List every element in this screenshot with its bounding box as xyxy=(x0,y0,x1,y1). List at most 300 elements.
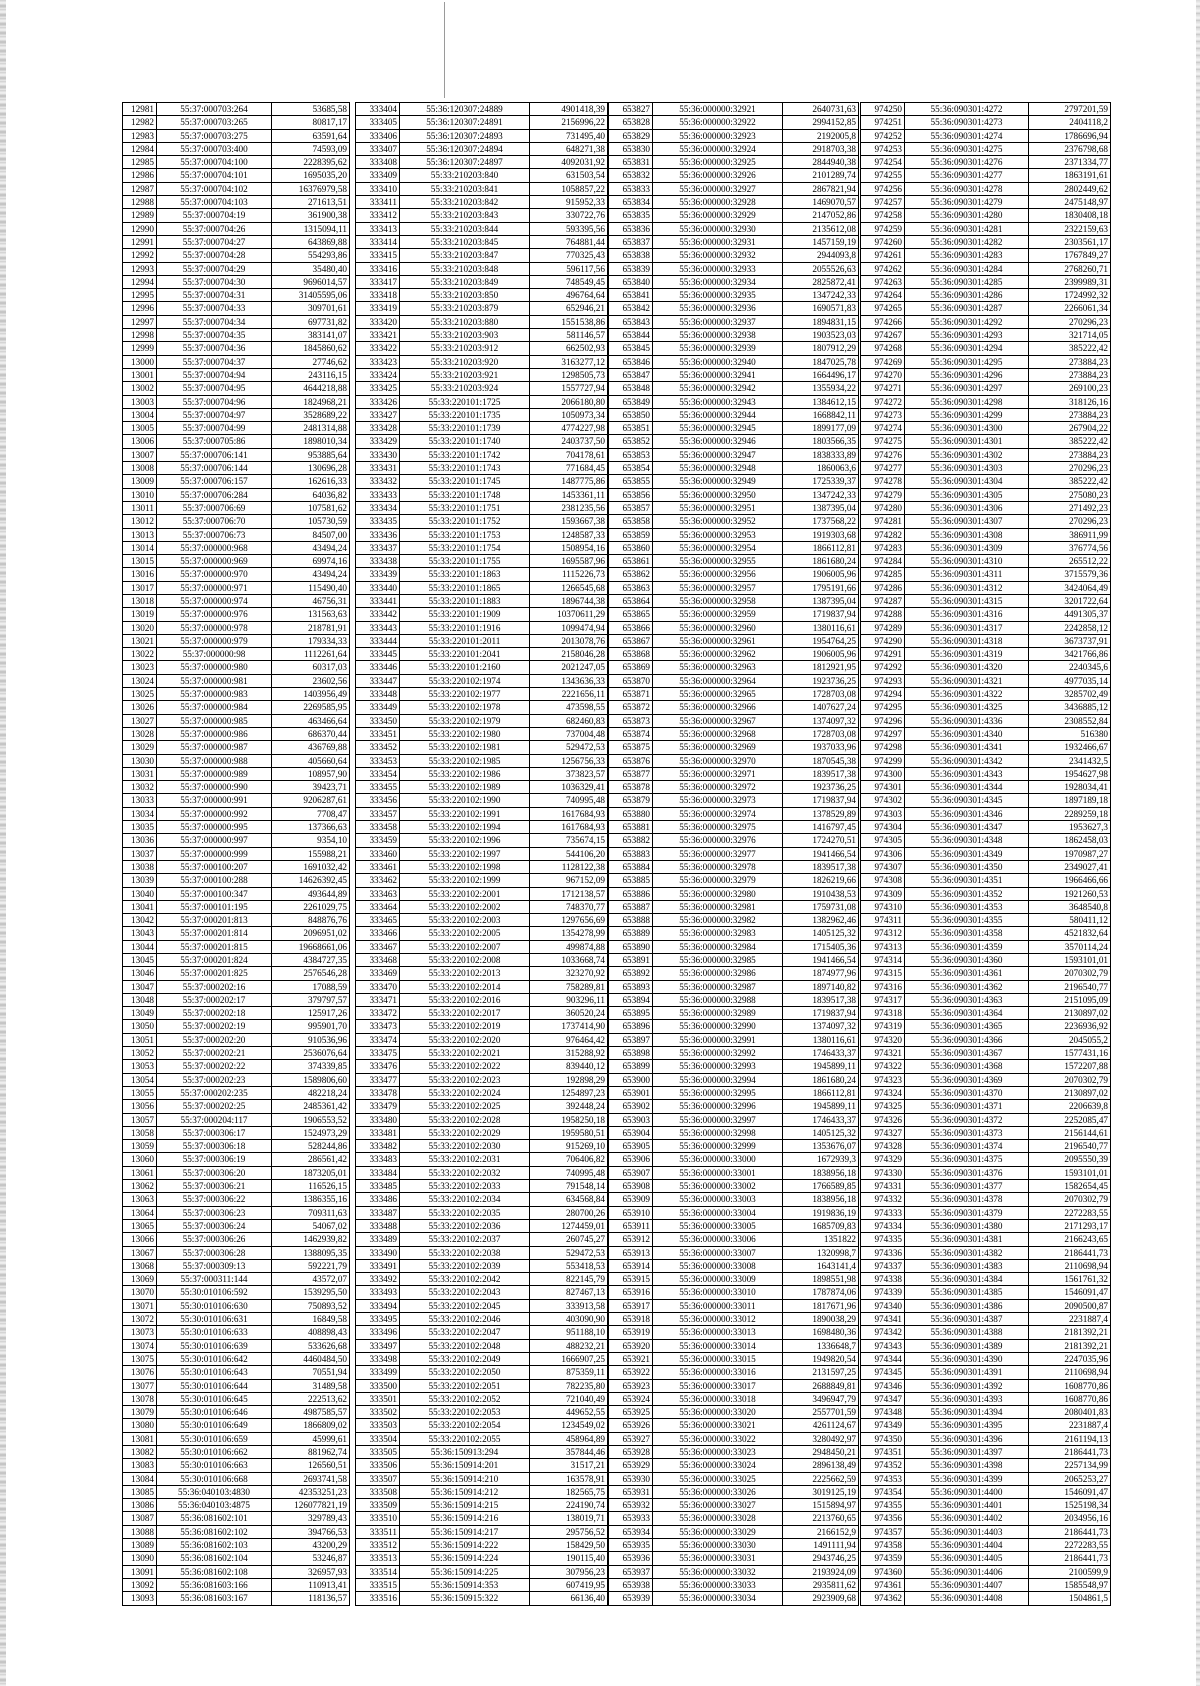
table-row xyxy=(609,1432,859,1445)
cadastral-number: 55:36:090301:4293 xyxy=(905,329,1029,342)
cadastral-number: 55:36:090301:4315 xyxy=(905,594,1029,607)
cadastral-value: 137366,63 xyxy=(272,821,350,834)
row-number: 974278 xyxy=(861,475,905,488)
cadastral-number: 55:36:090301:4355 xyxy=(905,914,1029,927)
table-row xyxy=(609,355,859,368)
cadastral-number: 55:37:000704:33 xyxy=(157,302,272,315)
cadastral-value: 1403956,49 xyxy=(272,688,350,701)
cadastral-value: 379797,57 xyxy=(272,993,350,1006)
table-row xyxy=(861,1459,1111,1472)
row-number: 653935 xyxy=(609,1539,653,1552)
cadastral-number: 55:36:090301:4303 xyxy=(905,462,1029,475)
row-number: 653924 xyxy=(609,1392,653,1405)
cadastral-value: 1353676,07 xyxy=(783,1140,859,1153)
row-number: 974284 xyxy=(861,555,905,568)
table-row xyxy=(609,900,859,913)
scan-edge-right xyxy=(1196,0,1200,1686)
cadastral-value: 662502,93 xyxy=(530,342,608,355)
row-number: 974285 xyxy=(861,568,905,581)
row-number: 333425 xyxy=(356,382,400,395)
row-number: 13009 xyxy=(123,475,157,488)
cadastral-number: 55:33:220102:2050 xyxy=(400,1366,530,1379)
cadastral-number: 55:37:000704:30 xyxy=(157,275,272,288)
cadastral-value: 592221,79 xyxy=(272,1259,350,1272)
row-number: 333490 xyxy=(356,1246,400,1259)
cadastral-value: 2151095,09 xyxy=(1029,993,1111,1006)
row-number: 653898 xyxy=(609,1047,653,1060)
table-row xyxy=(356,222,608,235)
row-number: 653837 xyxy=(609,235,653,248)
register-table-4 xyxy=(860,102,1111,1606)
cadastral-value: 158429,50 xyxy=(530,1539,608,1552)
row-number: 653887 xyxy=(609,900,653,913)
cadastral-value: 405660,64 xyxy=(272,754,350,767)
row-number: 333459 xyxy=(356,834,400,847)
table-row xyxy=(123,860,350,873)
table-row xyxy=(356,608,608,621)
cadastral-number: 55:37:000706:157 xyxy=(157,475,272,488)
cadastral-number: 55:37:000704:26 xyxy=(157,222,272,235)
table-row xyxy=(123,1432,350,1445)
cadastral-number: 55:37:000704:19 xyxy=(157,209,272,222)
table-row xyxy=(123,834,350,847)
table-row xyxy=(123,940,350,953)
cadastral-number: 55:33:220102:2030 xyxy=(400,1140,530,1153)
cadastral-number: 55:36:120307:24893 xyxy=(400,129,530,142)
row-number: 974338 xyxy=(861,1273,905,1286)
cadastral-number: 55:30:010106:630 xyxy=(157,1299,272,1312)
row-number: 13050 xyxy=(123,1020,157,1033)
cadastral-number: 55:37:000000:984 xyxy=(157,701,272,714)
row-number: 13015 xyxy=(123,555,157,568)
row-number: 13076 xyxy=(123,1366,157,1379)
row-number: 333417 xyxy=(356,275,400,288)
cadastral-number: 55:33:210203:843 xyxy=(400,209,530,222)
cadastral-number: 55:33:210203:850 xyxy=(400,289,530,302)
row-number: 974308 xyxy=(861,874,905,887)
cadastral-value: 1958250,18 xyxy=(530,1113,608,1126)
cadastral-number: 55:37:000000:970 xyxy=(157,568,272,581)
table-row xyxy=(356,661,608,674)
table-row xyxy=(609,887,859,900)
cadastral-number: 55:37:000306:22 xyxy=(157,1193,272,1206)
cadastral-number: 55:36:000000:32945 xyxy=(653,422,783,435)
row-number: 653861 xyxy=(609,555,653,568)
cadastral-number: 55:36:090301:4308 xyxy=(905,528,1029,541)
row-number: 653904 xyxy=(609,1126,653,1139)
table-row xyxy=(609,169,859,182)
cadastral-number: 55:36:090301:4346 xyxy=(905,807,1029,820)
table-row xyxy=(609,1126,859,1139)
table-row xyxy=(123,821,350,834)
cadastral-value: 373823,57 xyxy=(530,767,608,780)
row-number: 653872 xyxy=(609,701,653,714)
table-row xyxy=(861,608,1111,621)
row-number: 974311 xyxy=(861,914,905,927)
cadastral-value: 54067,02 xyxy=(272,1219,350,1232)
row-number: 974329 xyxy=(861,1153,905,1166)
row-number: 13035 xyxy=(123,821,157,834)
cadastral-value: 1617684,93 xyxy=(530,807,608,820)
table-row xyxy=(123,1206,350,1219)
table-row xyxy=(356,1180,608,1193)
row-number: 333475 xyxy=(356,1047,400,1060)
register-table-1-body xyxy=(123,103,350,1606)
cadastral-value: 4460484,50 xyxy=(272,1352,350,1365)
cadastral-number: 55:37:000706:70 xyxy=(157,515,272,528)
table-row xyxy=(123,462,350,475)
cadastral-value: 1838956,18 xyxy=(783,1166,859,1179)
cadastral-value: 74593,09 xyxy=(272,142,350,155)
cadastral-number: 55:36:090301:4273 xyxy=(905,116,1029,129)
table-row xyxy=(356,1126,608,1139)
row-number: 333466 xyxy=(356,927,400,940)
table-row xyxy=(356,1352,608,1365)
cadastral-number: 55:36:090301:4302 xyxy=(905,448,1029,461)
row-number: 333408 xyxy=(356,156,400,169)
table-row xyxy=(861,275,1111,288)
table-row xyxy=(356,1113,608,1126)
table-row xyxy=(356,1219,608,1232)
row-number: 333508 xyxy=(356,1485,400,1498)
table-row xyxy=(123,1485,350,1498)
cadastral-value: 903296,11 xyxy=(530,993,608,1006)
table-row xyxy=(609,1352,859,1365)
row-number: 333472 xyxy=(356,1007,400,1020)
table-row xyxy=(123,1525,350,1538)
cadastral-value: 53246,87 xyxy=(272,1552,350,1565)
table-row xyxy=(861,156,1111,169)
row-number: 13042 xyxy=(123,914,157,927)
row-number: 333446 xyxy=(356,661,400,674)
table-row xyxy=(123,1273,350,1286)
table-row xyxy=(609,1299,859,1312)
cadastral-value: 321714,05 xyxy=(1029,329,1111,342)
row-number: 333407 xyxy=(356,142,400,155)
cadastral-value: 1866112,81 xyxy=(783,541,859,554)
cadastral-number: 55:36:090301:4280 xyxy=(905,209,1029,222)
cadastral-number: 55:37:000000:989 xyxy=(157,767,272,780)
cadastral-value: 361900,38 xyxy=(272,209,350,222)
table-row xyxy=(609,249,859,262)
row-number: 653858 xyxy=(609,515,653,528)
row-number: 653888 xyxy=(609,914,653,927)
table-row xyxy=(123,342,350,355)
table-row xyxy=(123,1392,350,1405)
cadastral-value: 190115,40 xyxy=(530,1552,608,1565)
row-number: 333467 xyxy=(356,940,400,953)
cadastral-number: 55:36:090301:4306 xyxy=(905,501,1029,514)
row-number: 13041 xyxy=(123,900,157,913)
cadastral-value: 1582654,45 xyxy=(1029,1180,1111,1193)
row-number: 333443 xyxy=(356,621,400,634)
row-number: 13016 xyxy=(123,568,157,581)
cadastral-number: 55:36:000000:33014 xyxy=(653,1339,783,1352)
table-row xyxy=(356,980,608,993)
cadastral-number: 55:36:000000:33028 xyxy=(653,1512,783,1525)
table-row xyxy=(356,1153,608,1166)
cadastral-value: 3528689,22 xyxy=(272,408,350,421)
cadastral-value: 218781,91 xyxy=(272,621,350,634)
row-number: 653866 xyxy=(609,621,653,634)
cadastral-number: 55:33:220102:2035 xyxy=(400,1206,530,1219)
table-row xyxy=(609,435,859,448)
cadastral-value: 130696,28 xyxy=(272,462,350,475)
row-number: 333409 xyxy=(356,169,400,182)
cadastral-value: 2918703,38 xyxy=(783,142,859,155)
cadastral-number: 55:36:000000:32935 xyxy=(653,289,783,302)
cadastral-value: 709311,63 xyxy=(272,1206,350,1219)
cadastral-number: 55:36:000000:32960 xyxy=(653,621,783,634)
table-row xyxy=(123,528,350,541)
table-row xyxy=(861,1086,1111,1099)
table-row xyxy=(861,1352,1111,1365)
cadastral-number: 55:36:000000:32975 xyxy=(653,821,783,834)
row-number: 333495 xyxy=(356,1313,400,1326)
cadastral-value: 1355934,22 xyxy=(783,382,859,395)
row-number: 333457 xyxy=(356,807,400,820)
table-row xyxy=(609,954,859,967)
table-row xyxy=(609,116,859,129)
table-row xyxy=(123,315,350,328)
row-number: 12992 xyxy=(123,249,157,262)
cadastral-value: 1898010,34 xyxy=(272,435,350,448)
row-number: 13018 xyxy=(123,594,157,607)
table-row xyxy=(861,555,1111,568)
cadastral-value: 3715579,36 xyxy=(1029,568,1111,581)
cadastral-value: 750893,52 xyxy=(272,1299,350,1312)
cadastral-number: 55:37:000000:983 xyxy=(157,688,272,701)
cadastral-value: 403090,90 xyxy=(530,1313,608,1326)
row-number: 13020 xyxy=(123,621,157,634)
cadastral-number: 55:36:090301:4311 xyxy=(905,568,1029,581)
cadastral-number: 55:36:090301:4408 xyxy=(905,1592,1029,1605)
row-number: 333481 xyxy=(356,1126,400,1139)
row-number: 333418 xyxy=(356,289,400,302)
row-number: 974299 xyxy=(861,754,905,767)
row-number: 653913 xyxy=(609,1246,653,1259)
table-row xyxy=(356,993,608,1006)
row-number: 13004 xyxy=(123,408,157,421)
row-number: 653849 xyxy=(609,395,653,408)
cadastral-value: 1388095,35 xyxy=(272,1246,350,1259)
cadastral-value: 2135612,08 xyxy=(783,222,859,235)
table-row xyxy=(861,900,1111,913)
cadastral-number: 55:33:220102:2022 xyxy=(400,1060,530,1073)
row-number: 974331 xyxy=(861,1180,905,1193)
row-number: 653874 xyxy=(609,727,653,740)
row-number: 974270 xyxy=(861,368,905,381)
cadastral-number: 55:37:000000:976 xyxy=(157,608,272,621)
cadastral-number: 55:37:000704:101 xyxy=(157,169,272,182)
cadastral-value: 1457159,19 xyxy=(783,235,859,248)
cadastral-value: 1320998,7 xyxy=(783,1246,859,1259)
table-row xyxy=(861,1033,1111,1046)
cadastral-value: 2768260,71 xyxy=(1029,262,1111,275)
cadastral-value: 1906005,96 xyxy=(783,568,859,581)
table-row xyxy=(609,1273,859,1286)
cadastral-value: 376774,56 xyxy=(1029,541,1111,554)
table-row xyxy=(609,1180,859,1193)
cadastral-number: 55:37:000704:28 xyxy=(157,249,272,262)
cadastral-value: 2130897,02 xyxy=(1029,1086,1111,1099)
table-row xyxy=(123,621,350,634)
row-number: 13088 xyxy=(123,1525,157,1538)
cadastral-number: 55:36:090301:4349 xyxy=(905,847,1029,860)
cadastral-value: 771684,45 xyxy=(530,462,608,475)
cadastral-value: 2944093,8 xyxy=(783,249,859,262)
cadastral-value: 529472,53 xyxy=(530,1246,608,1259)
row-number: 653917 xyxy=(609,1299,653,1312)
table-row xyxy=(356,515,608,528)
row-number: 13019 xyxy=(123,608,157,621)
row-number: 974306 xyxy=(861,847,905,860)
table-row xyxy=(356,714,608,727)
row-number: 13052 xyxy=(123,1047,157,1060)
cadastral-value: 386911,99 xyxy=(1029,528,1111,541)
cadastral-number: 55:36:090301:4403 xyxy=(905,1525,1029,1538)
table-row xyxy=(609,608,859,621)
row-number: 333426 xyxy=(356,395,400,408)
row-number: 653857 xyxy=(609,501,653,514)
cadastral-value: 14626392,45 xyxy=(272,874,350,887)
cadastral-number: 55:30:010106:663 xyxy=(157,1459,272,1472)
cadastral-number: 55:36:090301:4381 xyxy=(905,1233,1029,1246)
cadastral-number: 55:33:220102:1994 xyxy=(400,821,530,834)
cadastral-number: 55:33:210203:912 xyxy=(400,342,530,355)
table-row xyxy=(861,501,1111,514)
cadastral-number: 55:36:090301:4292 xyxy=(905,315,1029,328)
cadastral-value: 108957,90 xyxy=(272,767,350,780)
table-row xyxy=(609,621,859,634)
table-row xyxy=(356,368,608,381)
cadastral-value: 70551,94 xyxy=(272,1366,350,1379)
cadastral-value: 126077821,19 xyxy=(272,1499,350,1512)
row-number: 653912 xyxy=(609,1233,653,1246)
table-row xyxy=(609,222,859,235)
row-number: 653852 xyxy=(609,435,653,448)
cadastral-value: 1937033,96 xyxy=(783,741,859,754)
row-number: 653854 xyxy=(609,462,653,475)
row-number: 653895 xyxy=(609,1007,653,1020)
table-row xyxy=(861,1140,1111,1153)
table-row xyxy=(609,568,859,581)
table-row xyxy=(861,1313,1111,1326)
cadastral-value: 827467,13 xyxy=(530,1286,608,1299)
table-row xyxy=(123,1499,350,1512)
table-row xyxy=(123,275,350,288)
cadastral-number: 55:36:000000:32979 xyxy=(653,874,783,887)
cadastral-value: 1462939,82 xyxy=(272,1233,350,1246)
table-row xyxy=(123,249,350,262)
table-row xyxy=(861,382,1111,395)
row-number: 974337 xyxy=(861,1259,905,1272)
row-number: 13037 xyxy=(123,847,157,860)
table-row xyxy=(861,1020,1111,1033)
row-number: 333437 xyxy=(356,541,400,554)
cadastral-value: 721040,49 xyxy=(530,1392,608,1405)
cadastral-number: 55:36:090301:4377 xyxy=(905,1180,1029,1193)
cadastral-value: 270296,23 xyxy=(1029,315,1111,328)
row-number: 653930 xyxy=(609,1472,653,1485)
cadastral-number: 55:33:220101:1725 xyxy=(400,395,530,408)
row-number: 13081 xyxy=(123,1432,157,1445)
table-row xyxy=(609,1020,859,1033)
cadastral-number: 55:36:000000:32967 xyxy=(653,714,783,727)
cadastral-value: 115490,40 xyxy=(272,581,350,594)
row-number: 974276 xyxy=(861,448,905,461)
cadastral-number: 55:37:000202:19 xyxy=(157,1020,272,1033)
table-row xyxy=(123,807,350,820)
cadastral-value: 60317,03 xyxy=(272,661,350,674)
cadastral-value: 1115226,73 xyxy=(530,568,608,581)
table-row xyxy=(609,1339,859,1352)
table-row xyxy=(609,1512,859,1525)
row-number: 653869 xyxy=(609,661,653,674)
table-row xyxy=(123,289,350,302)
row-number: 333440 xyxy=(356,581,400,594)
row-number: 13010 xyxy=(123,488,157,501)
table-row xyxy=(609,1565,859,1578)
table-row xyxy=(609,1047,859,1060)
row-number: 653845 xyxy=(609,342,653,355)
row-number: 13060 xyxy=(123,1153,157,1166)
cadastral-value: 2131597,25 xyxy=(783,1366,859,1379)
table-row xyxy=(123,1552,350,1565)
cadastral-value: 1932466,67 xyxy=(1029,741,1111,754)
cadastral-value: 1866809,02 xyxy=(272,1419,350,1432)
row-number: 13085 xyxy=(123,1485,157,1498)
table-row xyxy=(861,209,1111,222)
row-number: 974361 xyxy=(861,1578,905,1591)
cadastral-number: 55:37:000000:979 xyxy=(157,634,272,647)
table-row xyxy=(356,1166,608,1179)
cadastral-value: 1862458,03 xyxy=(1029,834,1111,847)
cadastral-value: 634568,84 xyxy=(530,1193,608,1206)
row-number: 333498 xyxy=(356,1352,400,1365)
cadastral-number: 55:36:081602:108 xyxy=(157,1565,272,1578)
cadastral-number: 55:36:150914:210 xyxy=(400,1472,530,1485)
row-number: 13029 xyxy=(123,741,157,754)
register-table-1 xyxy=(122,102,350,1606)
row-number: 974357 xyxy=(861,1525,905,1538)
cadastral-value: 848876,76 xyxy=(272,914,350,927)
row-number: 13022 xyxy=(123,648,157,661)
cadastral-value: 138019,71 xyxy=(530,1512,608,1525)
cadastral-number: 55:37:000204:117 xyxy=(157,1113,272,1126)
row-number: 974275 xyxy=(861,435,905,448)
table-row xyxy=(123,1539,350,1552)
row-number: 13048 xyxy=(123,993,157,1006)
row-number: 653860 xyxy=(609,541,653,554)
row-number: 333496 xyxy=(356,1326,400,1339)
cadastral-number: 55:36:000000:32981 xyxy=(653,900,783,913)
row-number: 653931 xyxy=(609,1485,653,1498)
cadastral-number: 55:37:000201:825 xyxy=(157,967,272,980)
row-number: 333462 xyxy=(356,874,400,887)
cadastral-value: 46756,31 xyxy=(272,594,350,607)
cadastral-value: 1766589,85 xyxy=(783,1180,859,1193)
cadastral-number: 55:37:000000:999 xyxy=(157,847,272,860)
cadastral-value: 3648540,8 xyxy=(1029,900,1111,913)
cadastral-value: 1416797,45 xyxy=(783,821,859,834)
cadastral-number: 55:36:000000:33012 xyxy=(653,1313,783,1326)
cadastral-number: 55:36:000000:32980 xyxy=(653,887,783,900)
table-row xyxy=(356,821,608,834)
cadastral-value: 2186441,73 xyxy=(1029,1525,1111,1538)
cadastral-number: 55:36:150915:322 xyxy=(400,1592,530,1605)
row-number: 13090 xyxy=(123,1552,157,1565)
